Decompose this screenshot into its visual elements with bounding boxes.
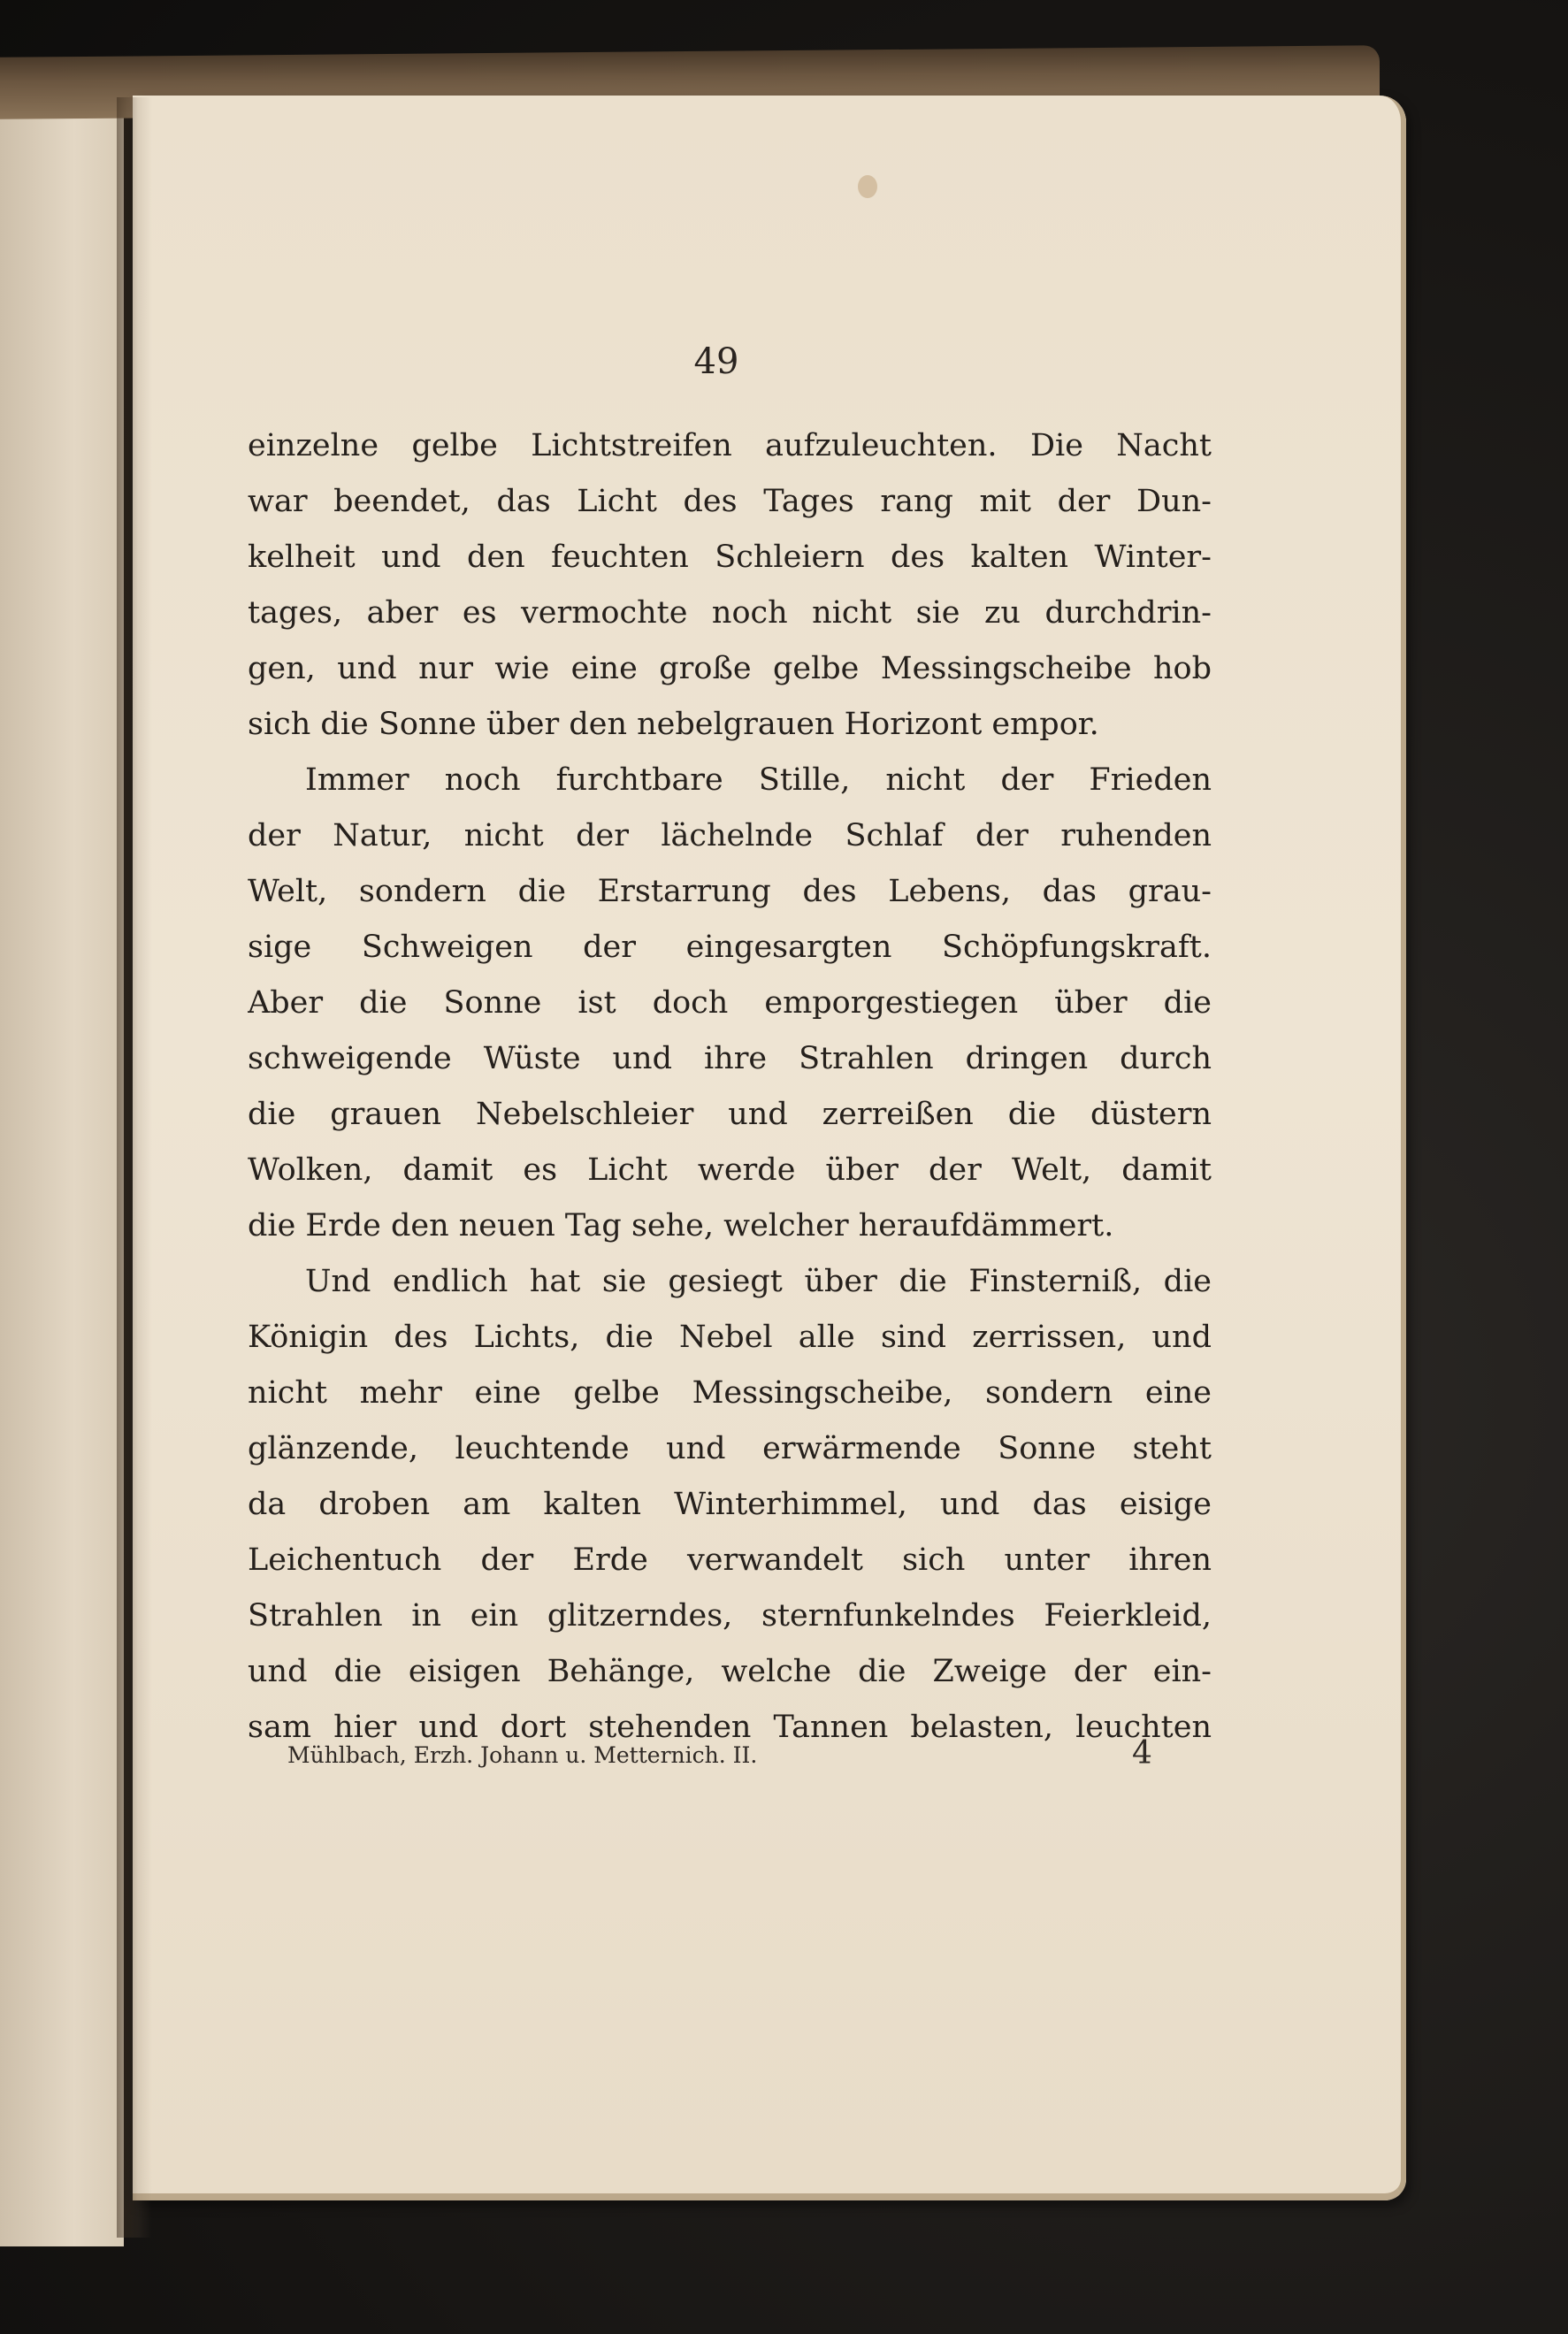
text-line: glänzende, leuchtende und erwärmende Sonne steht: [248, 1431, 1212, 1466]
text-line: kelheit und den feuchten Schleiern des kalten Winter-: [248, 539, 1212, 575]
text-line: Strahlen in ein glitzerndes, sternfunkelndes Feierkleid,: [248, 1598, 1212, 1634]
text-line: einzelne gelbe Lichtstreifen aufzuleuchten. Die Nacht: [248, 428, 1212, 463]
text-line: Wolken, damit es Licht werde über der Welt, damit: [248, 1152, 1212, 1188]
sheet-mark: 4: [1132, 1735, 1152, 1772]
text-line: sige Schweigen der eingesargten Schöpfungskraft.: [248, 930, 1212, 965]
text-line: Aber die Sonne ist doch emporgestiegen über die: [248, 985, 1212, 1021]
text-line: der Natur, nicht der lächelnde Schlaf der ruhenden: [248, 818, 1212, 853]
paper-stain: [858, 175, 877, 198]
text-line: Leichentuch der Erde verwandelt sich unter ihren: [248, 1542, 1212, 1578]
text-line: schweigende Wüste und ihre Strahlen dringen durch: [248, 1041, 1212, 1076]
text-line: sich die Sonne über den nebelgrauen Horizont empor.: [248, 707, 1099, 742]
text-line: Und endlich hat sie gesiegt über die Finsterniß, die: [305, 1264, 1212, 1299]
printer-signature: Mühlbach, Erzh. Johann u. Metternich. II.: [287, 1742, 758, 1768]
text-line: sam hier und dort stehenden Tannen belasten, leuchten: [248, 1710, 1212, 1745]
page-number: 49: [693, 341, 739, 382]
text-line: die Erde den neuen Tag sehe, welcher heraufdämmert.: [248, 1208, 1114, 1244]
text-line: war beendet, das Licht des Tages rang mit der Dun-: [248, 484, 1212, 519]
left-page-edge: [0, 106, 124, 2246]
spine-shadow: [117, 97, 152, 2238]
text-line: da droben am kalten Winterhimmel, und das eisige: [248, 1487, 1212, 1522]
text-line: die grauen Nebelschleier und zerreißen die düstern: [248, 1097, 1212, 1132]
text-line: und die eisigen Behänge, welche die Zweige der ein-: [248, 1654, 1212, 1689]
book-page: [133, 96, 1406, 2200]
text-line: Königin des Lichts, die Nebel alle sind zerrissen, und: [248, 1320, 1212, 1355]
page-footer: [287, 1735, 1172, 1772]
text-line: Welt, sondern die Erstarrung des Lebens, das grau-: [248, 874, 1212, 909]
text-line: gen, und nur wie eine große gelbe Messingscheibe hob: [248, 651, 1212, 686]
text-line: nicht mehr eine gelbe Messingscheibe, sondern eine: [248, 1375, 1212, 1411]
text-line: tages, aber es vermochte noch nicht sie zu durchdrin-: [248, 595, 1212, 631]
body-text: [248, 418, 1212, 1756]
text-line: Immer noch furchtbare Stille, nicht der Frieden: [305, 762, 1212, 798]
